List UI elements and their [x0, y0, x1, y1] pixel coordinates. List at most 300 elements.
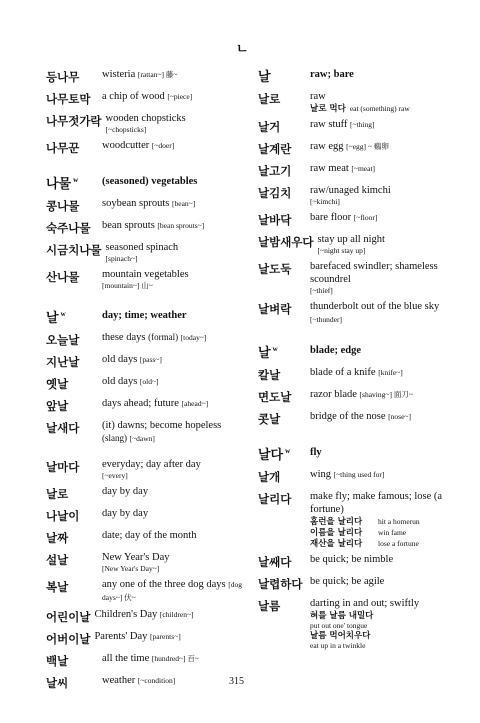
dictionary-entry — [258, 553, 458, 571]
right-column — [258, 68, 458, 655]
etymology-hint: [hundred~] 百~ — [151, 654, 199, 663]
definition: blade; edge — [310, 345, 362, 356]
headword: 날 — [46, 311, 59, 326]
dictionary-entry — [258, 575, 458, 593]
definition-line — [102, 458, 246, 471]
definition-block — [102, 529, 246, 542]
definition: old days — [102, 376, 138, 387]
definition-line — [310, 388, 458, 401]
headword-cell — [258, 184, 310, 202]
headword: 시금치나물 — [46, 243, 102, 257]
word-class-marker: w — [285, 446, 291, 455]
definition-line — [102, 268, 246, 281]
dictionary-entry — [258, 118, 458, 136]
headword-cell — [258, 140, 310, 158]
dictionary-entry — [258, 468, 458, 486]
dictionary-entry — [46, 268, 246, 291]
dictionary-entry — [46, 90, 246, 108]
dictionary-entry — [46, 331, 246, 349]
usage-example — [310, 104, 458, 114]
definition-block — [106, 112, 246, 135]
headword: 면도날 — [258, 390, 292, 404]
definition: raw stuff — [310, 119, 348, 130]
definition-line — [102, 139, 246, 152]
headword: 백날 — [46, 654, 69, 668]
register-note: (formal) — [148, 332, 179, 342]
headword-cell — [258, 162, 310, 180]
definition-block — [310, 90, 458, 114]
word-class-marker: w — [272, 344, 278, 353]
headword-cell — [46, 485, 102, 503]
definition-line — [102, 197, 246, 210]
definition-line — [102, 309, 246, 322]
dictionary-entry — [46, 551, 246, 574]
definition-line — [102, 175, 246, 188]
definition-line — [94, 608, 246, 621]
dictionary-entry — [258, 140, 458, 158]
definition: bridge of the nose — [310, 411, 386, 422]
definition-block — [102, 175, 246, 188]
definition-block — [102, 331, 246, 344]
headword-cell — [46, 529, 102, 547]
definition-block — [102, 507, 246, 520]
definition-line — [310, 366, 458, 379]
example-korean: 재산을 날리다 — [310, 539, 363, 549]
headword: 날쌔다 — [258, 555, 292, 569]
definition: fly — [310, 447, 322, 458]
definition-line — [102, 551, 246, 564]
etymology-hint: [pass~] — [139, 355, 162, 364]
example-english: eat (something) raw — [349, 104, 410, 113]
definition: woodcutter — [102, 140, 150, 151]
definition: mountain vegetables — [102, 269, 189, 280]
definition-block — [102, 219, 246, 232]
headword-cell — [46, 90, 102, 108]
etymology-hint: [bean~] — [172, 199, 196, 208]
example-korean: 혀를 날름 내밀다 — [310, 611, 374, 621]
spacer — [46, 161, 246, 175]
headword: 날계란 — [258, 142, 292, 156]
dictionary-entry — [46, 674, 246, 692]
headword-cell — [46, 331, 102, 349]
headword: 콧날 — [258, 412, 281, 426]
dictionary-entry — [46, 578, 246, 604]
headword-cell — [46, 608, 94, 626]
headword-cell — [46, 674, 102, 692]
headword-cell — [258, 468, 310, 486]
definition: raw meat — [310, 163, 349, 174]
definition: Parents' Day — [94, 631, 148, 642]
etymology-hint: [shaving~] 面刀~ — [359, 390, 413, 399]
definition-line — [106, 112, 246, 125]
etymology-hint: [nose~] — [388, 412, 411, 421]
definition-block — [310, 260, 458, 296]
headword: 날벼락 — [258, 302, 292, 316]
definition-line — [310, 446, 458, 459]
definition: soybean sprouts — [102, 198, 170, 209]
spacer — [258, 432, 458, 446]
definition-line — [102, 578, 246, 604]
headword: 날개 — [258, 470, 281, 484]
etymology-hint: [children~] — [159, 610, 194, 619]
definition: everyday; day after day — [102, 459, 201, 470]
headword: 숙주나물 — [46, 221, 91, 235]
definition-block — [102, 458, 246, 481]
headword-cell — [258, 260, 310, 278]
definition: date; day of the month — [102, 530, 197, 541]
definition-block — [310, 575, 458, 588]
section-heading — [46, 309, 246, 327]
headword: 날다 — [258, 448, 284, 463]
definition-line — [106, 241, 246, 254]
definition-line — [102, 90, 246, 103]
example-english: win fame — [378, 528, 407, 537]
headword: 날바닥 — [258, 213, 292, 227]
headword: 날고기 — [258, 164, 292, 178]
dictionary-entry — [258, 233, 458, 256]
definition-block — [310, 162, 458, 175]
dictionary-entry — [46, 630, 246, 648]
headword-cell — [46, 375, 102, 393]
definition-line — [310, 184, 458, 197]
headword: 나무꾼 — [46, 141, 80, 155]
headword: 산나물 — [46, 270, 80, 284]
headword: 어린이날 — [46, 610, 91, 624]
dictionary-entry — [258, 597, 458, 651]
definition-line — [102, 68, 246, 81]
headword-cell — [258, 388, 310, 406]
definition-line — [94, 630, 246, 643]
headword-cell — [258, 300, 310, 318]
page-number: 315 — [229, 676, 244, 687]
headword: 날름 — [258, 599, 281, 613]
headword-cell — [46, 112, 106, 130]
headword-cell — [258, 597, 310, 615]
etymology-hint: [~night stay up] — [317, 246, 366, 255]
example-korean: 홈런을 날리다 — [310, 517, 363, 527]
definition: raw — [310, 91, 326, 102]
dictionary-entry — [258, 388, 458, 406]
definition-block — [102, 353, 246, 366]
definition-line — [102, 652, 246, 665]
dictionary-entry — [46, 197, 246, 215]
headword-cell — [258, 575, 310, 593]
dictionary-entry — [258, 300, 458, 326]
word-class-marker: w — [60, 309, 66, 318]
definition-block — [310, 344, 458, 357]
etymology-hint: [~thing] — [350, 120, 375, 129]
headword: 칼날 — [258, 368, 281, 382]
headword: 날 — [258, 70, 271, 85]
headword: 날 — [258, 346, 271, 361]
definition-block — [310, 468, 458, 481]
definition-line — [310, 118, 458, 131]
definition: wooden chopsticks — [105, 113, 186, 124]
dictionary-entry — [46, 353, 246, 371]
definition-line — [310, 490, 458, 516]
definition-line — [310, 410, 458, 423]
headword-cell — [46, 241, 106, 259]
definition-line — [102, 397, 246, 410]
headword: 어버이날 — [46, 632, 91, 646]
definition-block — [310, 118, 458, 131]
dictionary-entry — [46, 608, 246, 626]
etymology-hint: [~kimchi] — [310, 197, 340, 206]
section-heading — [258, 68, 458, 86]
definition: any one of the three dog days — [102, 579, 226, 590]
etymology-hint: [~dawn] — [129, 434, 155, 443]
definition-block — [102, 68, 246, 81]
etymology-hint: [spinach~] — [105, 254, 138, 263]
definition-line — [102, 529, 246, 542]
definition-block — [94, 630, 246, 643]
definition-block — [102, 139, 246, 152]
definition-block — [318, 233, 458, 256]
headword-cell — [258, 446, 310, 464]
definition-line — [310, 597, 458, 610]
definition-line — [102, 485, 246, 498]
dictionary-entry — [46, 652, 246, 670]
etymology-hint: [mountain~] 山~ — [102, 281, 153, 290]
headword: 나물 — [46, 177, 72, 192]
etymology-hint: [~floor] — [353, 213, 378, 222]
definition: make fly; make famous; lose (a fortune) — [310, 491, 443, 515]
headword-cell — [46, 219, 102, 237]
definition: raw egg — [310, 141, 344, 152]
headword-cell — [46, 458, 102, 476]
definition-line — [310, 575, 458, 588]
definition-line — [310, 68, 458, 81]
definition-block — [310, 366, 458, 379]
headword-cell — [46, 139, 102, 157]
headword-cell — [258, 344, 310, 362]
definition-line — [102, 674, 246, 687]
definition-line — [310, 300, 458, 326]
headword: 날김치 — [258, 186, 292, 200]
definition-block — [310, 300, 458, 326]
definition-line — [310, 90, 458, 103]
headword: 앞날 — [46, 399, 69, 413]
headword: 날씨 — [46, 676, 69, 690]
dictionary-entry — [46, 375, 246, 393]
usage-example — [310, 517, 458, 527]
etymology-hint: [~condition] — [137, 676, 176, 685]
definition: these days — [102, 332, 146, 343]
definition-line — [310, 468, 458, 481]
headword: 옛날 — [46, 377, 69, 391]
etymology-hint: [~meat] — [351, 164, 376, 173]
definition-block — [102, 551, 246, 574]
headword-cell — [46, 507, 102, 525]
etymology-hint: [today~] — [180, 333, 207, 342]
definition-block — [310, 553, 458, 566]
definition: stay up all night — [317, 234, 385, 245]
etymology-hint: [knife~] — [378, 368, 403, 377]
headword-cell — [46, 268, 102, 286]
dictionary-entry — [46, 507, 246, 525]
definition: (seasoned) vegetables — [102, 176, 198, 187]
etymology-hint: [old~] — [139, 377, 159, 386]
definition-block — [102, 90, 246, 103]
section-heading — [258, 446, 458, 464]
headword: 등나무 — [46, 70, 80, 84]
dictionary-entry — [46, 419, 246, 445]
definition: day; time; weather — [102, 310, 187, 321]
dictionary-entry — [258, 490, 458, 549]
usage-example — [310, 528, 458, 538]
headword-cell — [46, 652, 102, 670]
definition: seasoned spinach — [105, 242, 179, 253]
headword-cell — [46, 551, 102, 569]
headword: 지난날 — [46, 355, 80, 369]
example-korean: 날로 먹다 — [310, 104, 346, 114]
dictionary-entry — [46, 68, 246, 86]
definition-block — [310, 140, 458, 153]
headword: 날로 — [258, 92, 281, 106]
spacer — [46, 449, 246, 458]
headword-cell — [258, 490, 310, 508]
dictionary-entry — [46, 112, 246, 135]
headword-cell — [46, 197, 102, 215]
definition-line — [102, 375, 246, 388]
definition-line — [310, 162, 458, 175]
headword: 오늘날 — [46, 333, 80, 347]
definition-block — [310, 410, 458, 423]
definition: day by day — [102, 486, 149, 497]
example-english: put out one' tongue — [310, 621, 368, 630]
definition-line — [310, 140, 458, 153]
headword: 날새다 — [46, 421, 80, 435]
headword: 설날 — [46, 553, 69, 567]
headword-cell — [46, 175, 102, 193]
headword-cell — [46, 630, 94, 648]
headword: 날짜 — [46, 531, 69, 545]
definition: wing — [310, 469, 331, 480]
etymology-hint: [ahead~] — [181, 399, 209, 408]
headword: 나날이 — [46, 509, 80, 523]
definition-block — [310, 68, 458, 81]
dictionary-entry — [258, 260, 458, 296]
definition: all the time — [102, 653, 150, 664]
definition-block — [102, 485, 246, 498]
dictionary-entry — [46, 485, 246, 503]
definition: New Year's Day — [102, 552, 170, 563]
dictionary-entry — [258, 184, 458, 207]
etymology-hint: [~piece] — [167, 92, 193, 101]
etymology-hint: [~thief] — [310, 286, 333, 295]
definition: thunderbolt out of the blue sky — [310, 301, 440, 312]
usage-examples — [310, 611, 458, 651]
headword: 날거 — [258, 120, 281, 134]
page-header-letter: ㄴ — [236, 41, 249, 56]
dictionary-entry — [46, 139, 246, 157]
definition-block — [102, 309, 246, 322]
definition-block — [102, 674, 246, 687]
definition: darting in and out; swiftly — [310, 598, 420, 609]
headword: 복날 — [46, 580, 69, 594]
definition: razor blade — [310, 389, 357, 400]
definition-line — [102, 353, 246, 366]
definition: Children's Day — [94, 609, 158, 620]
definition: blade of a knife — [310, 367, 376, 378]
dictionary-entry — [46, 529, 246, 547]
headword-cell — [258, 410, 310, 428]
headword: 나무젓가락 — [46, 114, 102, 128]
etymology-hint: [New Year's Day~] — [102, 564, 160, 573]
definition: raw; bare — [310, 69, 354, 80]
definition: (it) dawns; become hopeless — [102, 420, 222, 431]
definition-line — [102, 419, 246, 445]
usage-example — [310, 539, 458, 549]
headword-cell — [258, 118, 310, 136]
definition-line — [318, 233, 458, 246]
left-column — [46, 68, 246, 696]
definition: raw/unaged kimchi — [310, 185, 391, 196]
definition-block — [94, 608, 246, 621]
dictionary-entry — [46, 458, 246, 481]
headword: 날렵하다 — [258, 577, 303, 591]
etymology-hint: [parents~] — [149, 632, 181, 641]
example-korean: 이름을 날리다 — [310, 528, 363, 538]
definition-block — [102, 652, 246, 665]
definition-block — [310, 597, 458, 651]
definition-line — [102, 507, 246, 520]
definition-block — [102, 375, 246, 388]
example-english: lose a fortune — [378, 539, 419, 548]
definition: be quick; be nimble — [310, 554, 394, 565]
headword-cell — [258, 68, 310, 86]
example-english: hit a homerun — [378, 517, 420, 526]
section-heading — [258, 344, 458, 362]
dictionary-entry — [46, 241, 246, 264]
headword-cell — [46, 397, 102, 415]
example-english: eat up in a twinkle — [310, 641, 366, 650]
definition-block — [310, 184, 458, 207]
definition-block — [102, 578, 246, 604]
headword: 날리다 — [258, 492, 292, 506]
section-heading — [46, 175, 246, 193]
headword-cell — [46, 309, 102, 327]
etymology-hint: [bean sprouts~] — [157, 221, 205, 230]
headword-cell — [258, 211, 310, 229]
etymology-hint: [~doer] — [151, 141, 175, 150]
definition: wisteria — [102, 69, 136, 80]
definition-block — [310, 388, 458, 401]
definition-line — [310, 211, 458, 224]
headword: 콩나물 — [46, 199, 80, 213]
definition-block — [310, 446, 458, 459]
etymology-hint: [~every] — [102, 471, 128, 480]
etymology-hint: [~thing used for] — [333, 470, 385, 479]
dictionary-entry — [258, 366, 458, 384]
headword-cell — [46, 578, 102, 596]
headword-cell — [258, 90, 310, 108]
headword: 날밤새우다 — [258, 235, 314, 249]
spacer — [46, 295, 246, 309]
definition: bare floor — [310, 212, 352, 223]
definition: old days — [102, 354, 138, 365]
definition-block — [102, 268, 246, 291]
definition: barefaced swindler; shameless scoundrel — [310, 261, 438, 285]
definition-block — [102, 197, 246, 210]
spacer — [258, 330, 458, 344]
definition-line — [310, 260, 458, 286]
definition-block — [310, 490, 458, 549]
dictionary-entry — [258, 211, 458, 229]
headword: 날로 — [46, 487, 69, 501]
definition-block — [106, 241, 246, 264]
definition-line — [102, 219, 246, 232]
